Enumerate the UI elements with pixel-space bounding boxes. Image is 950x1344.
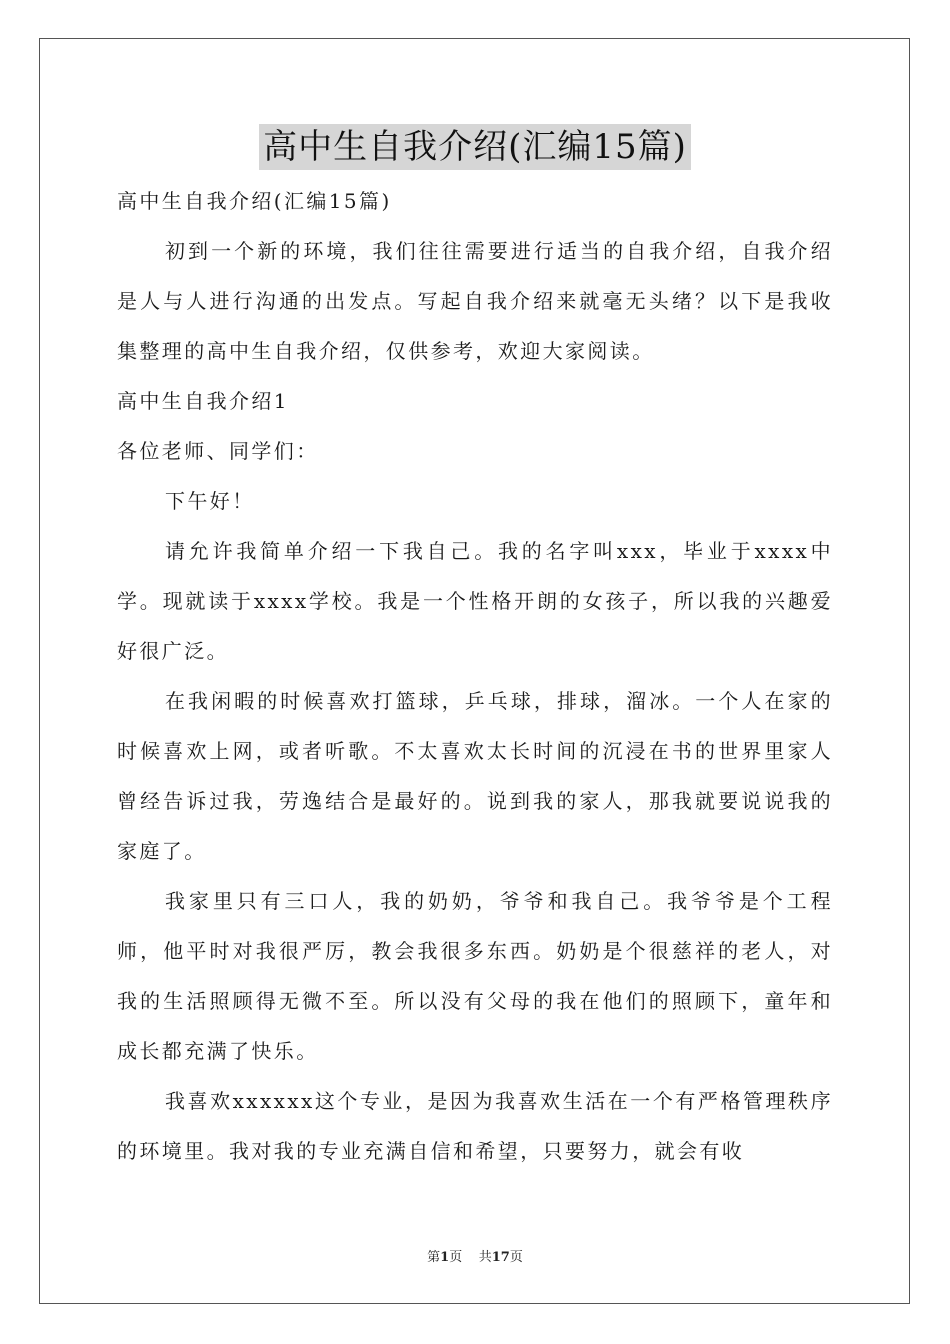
salutation-line: 下午好！ <box>165 489 255 513</box>
total-prefix: 共 <box>478 1250 492 1265</box>
document-title: 高中生自我介绍(汇编15篇) <box>259 124 691 170</box>
page-footer <box>0 1246 950 1265</box>
total-suffix: 页 <box>509 1250 523 1265</box>
title-container <box>0 124 950 170</box>
greeting-line: 各位老师、同学们： <box>117 439 319 463</box>
page-number: 1 <box>440 1250 450 1265</box>
document-subtitle: 高中生自我介绍(汇编15篇) <box>117 189 392 213</box>
body-paragraph: 我喜欢xxxxxx这个专业，是因为我喜欢生活在一个有严格管理秩序的环境里。我对我的专业充满自信和希望，只要努力，就会有收 <box>117 1089 833 1163</box>
total-pages: 17 <box>491 1250 510 1265</box>
section-heading: 高中生自我介绍1 <box>117 389 289 413</box>
body-paragraph: 我家里只有三口人，我的奶奶，爷爷和我自己。我爷爷是个工程师，他平时对我很严厉，教会我很多东西。奶奶是个很慈祥的老人，对我的生活照顾得无微不至。所以没有父母的我在他们的照顾下，童年和成长都充满了快乐。 <box>117 889 833 1063</box>
page-suffix: 页 <box>449 1250 463 1265</box>
document-body <box>117 176 833 1176</box>
body-paragraph: 在我闲暇的时候喜欢打篮球，乒乓球，排球，溜冰。一个人在家的时候喜欢上网，或者听歌。不太喜欢太长时间的沉浸在书的世界里家人曾经告诉过我，劳逸结合是最好的。说到我的家人，那我就要说说我的家庭了。 <box>117 689 833 863</box>
page-prefix: 第 <box>427 1250 441 1265</box>
intro-paragraph: 初到一个新的环境，我们往往需要进行适当的自我介绍，自我介绍是人与人进行沟通的出发点。写起自我介绍来就毫无头绪？以下是我收集整理的高中生自我介绍，仅供参考，欢迎大家阅读。 <box>117 239 833 363</box>
body-paragraph: 请允许我简单介绍一下我自己。我的名字叫xxx，毕业于xxxx中学。现就读于xxxx学校。我是一个性格开朗的女孩子，所以我的兴趣爱好很广泛。 <box>117 539 833 663</box>
